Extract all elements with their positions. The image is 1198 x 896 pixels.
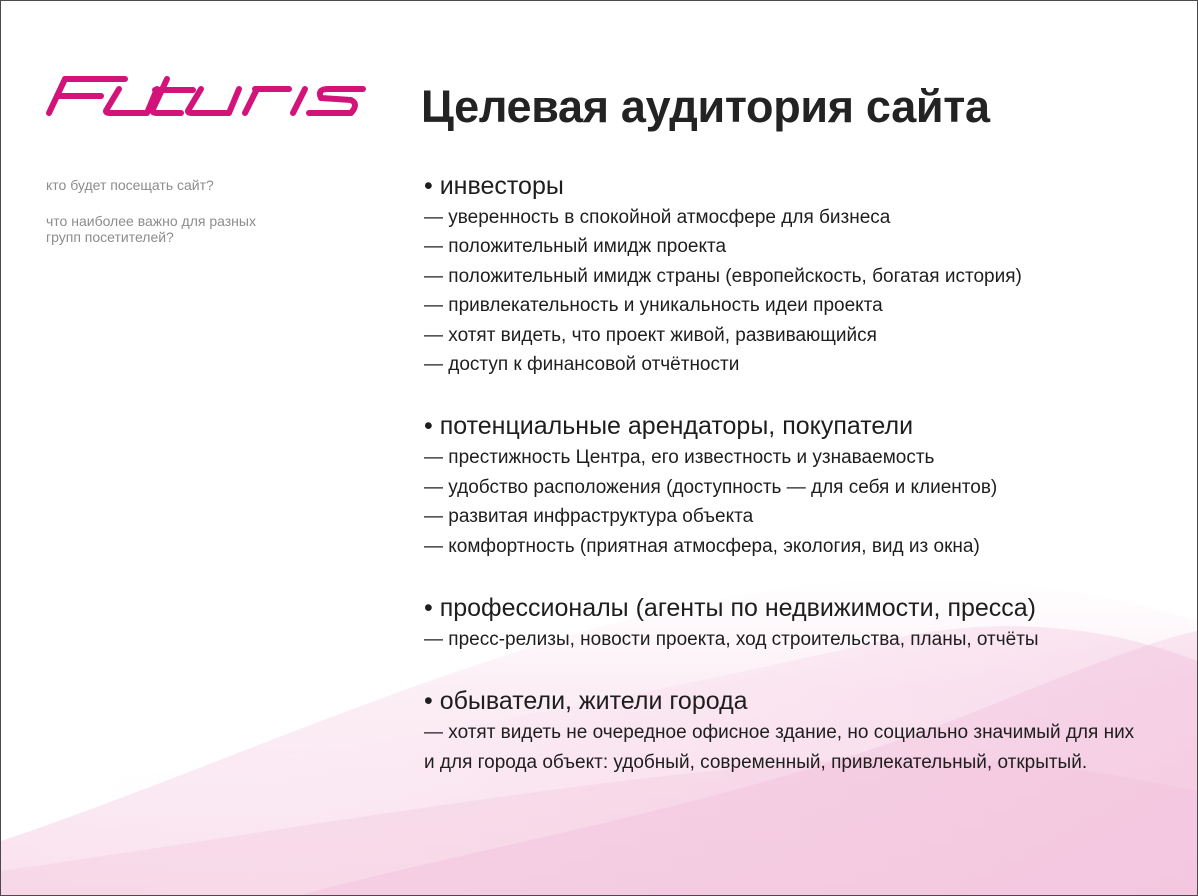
list-item: — пресс-релизы, новости проекта, ход строительства, планы, отчёты — [424, 629, 1039, 651]
group-items — [424, 718, 1159, 777]
list-item: — хотят видеть, что проект живой, развивающийся — [424, 324, 877, 346]
list-item: — положительный имидж страны (европейскость, богатая история) — [424, 265, 1022, 287]
page-title: Целевая аудитория сайта — [421, 81, 990, 132]
list-item: — удобство расположения (доступность — для себя и клиентов) — [424, 476, 998, 498]
audience-groups — [424, 169, 1159, 777]
group-title: • потенциальные арендаторы, покупатели — [424, 412, 914, 441]
group-investors — [424, 169, 1159, 379]
list-item: — положительный имидж проекта — [424, 236, 727, 258]
list-item: — комфортность (приятная атмосфера, экология, вид из окна) — [424, 535, 980, 557]
group-title: • профессионалы (агенты по недвижимости, пресса) — [424, 594, 1037, 623]
sidebar-questions — [46, 177, 386, 265]
group-items — [424, 625, 1159, 654]
group-title: • инвесторы — [424, 172, 564, 200]
list-item: — уверенность в спокойной атмосфере для бизнеса — [424, 207, 891, 228]
group-items — [424, 203, 1159, 379]
futuris-logo — [43, 73, 383, 123]
group-residents — [424, 684, 1159, 777]
question-who-visits: кто будет посещать сайт? — [46, 177, 214, 193]
group-items — [424, 443, 1159, 561]
list-item: — развитая инфраструктура объекта — [424, 506, 754, 528]
list-item: — привлекательность и уникальность идеи проекта — [424, 295, 883, 317]
question-what-matters: что наиболее важно для разных групп посетителей? — [46, 213, 256, 245]
list-item: — хотят видеть не очередное офисное здание, но социально значимый для них и для города объект: удобный, современный, привлекательный, открытый. — [424, 722, 1135, 773]
list-item: — доступ к финансовой отчётности — [424, 354, 740, 376]
group-title: • обыватели, жители города — [424, 687, 748, 716]
group-tenants-buyers — [424, 409, 1159, 561]
list-item: — престижность Центра, его известность и узнаваемость — [424, 447, 935, 469]
group-professionals — [424, 591, 1159, 654]
